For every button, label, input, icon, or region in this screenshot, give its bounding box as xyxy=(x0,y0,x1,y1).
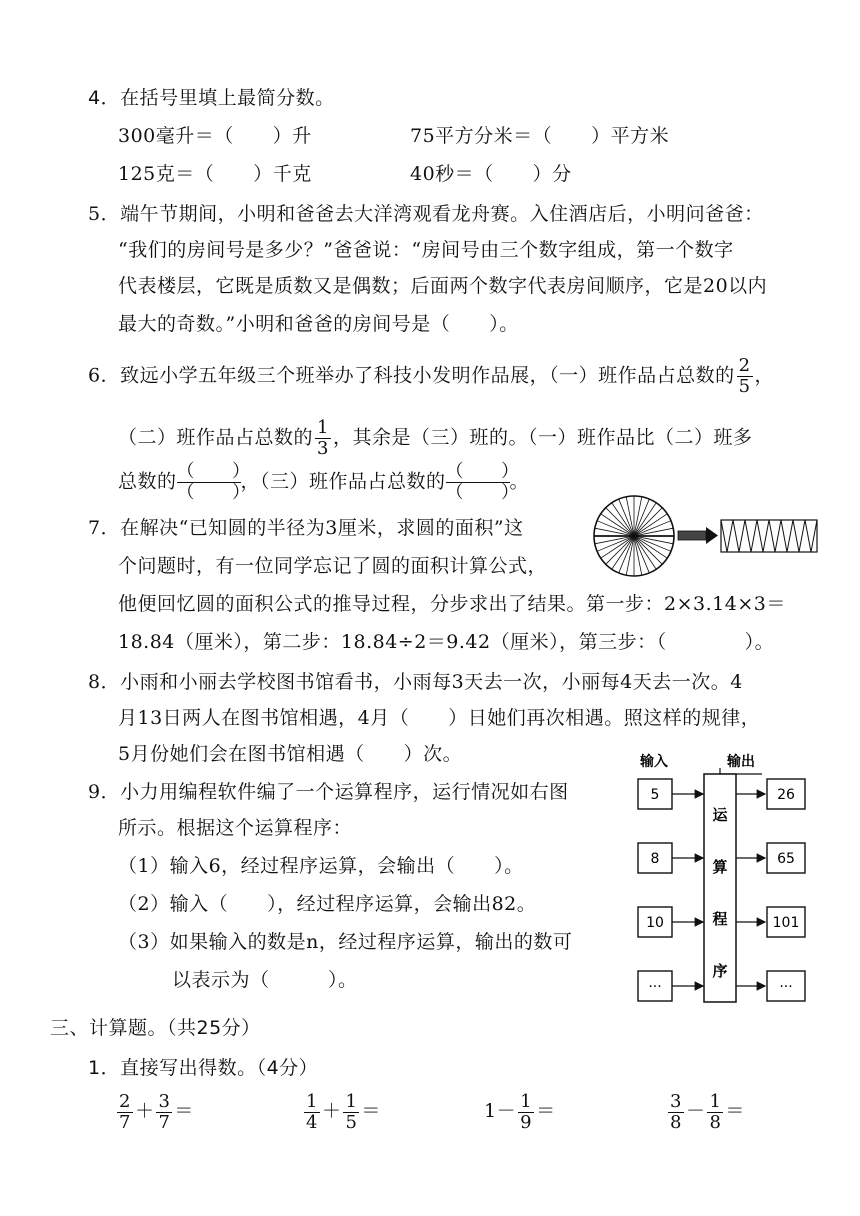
divided-circle xyxy=(594,496,674,576)
calc-item-1 xyxy=(115,1086,194,1136)
q6-fraction-one xyxy=(737,356,753,397)
calc-4-b-den: 8 xyxy=(709,1111,722,1133)
calc-2-a-num: 1 xyxy=(306,1090,318,1112)
q6-frac2-numerator: 1 xyxy=(317,417,329,438)
q9-sub-1: （1）输入6，经过程序运算，会输出（ ）。 xyxy=(118,855,524,877)
q8-line-2: 月13日两人在图书馆相遇，4月（ ）日她们再次相遇。照这样的规律， xyxy=(118,707,761,729)
calc-4-frac-b xyxy=(707,1092,723,1133)
q8-line-1: 8．小雨和小丽去学校图书馆看书，小雨每3天去一次，小丽每4天去一次。4 xyxy=(88,671,743,693)
flow-output-value: ··· xyxy=(779,979,793,995)
q6-frac2-denominator: 3 xyxy=(317,438,329,459)
q6-blank-fraction-2 xyxy=(445,461,520,503)
q6-line-2b: ，其余是（三）班的。（一）班作品比（二）班多 xyxy=(332,426,753,449)
q6-line-1-text: 6．致远小学五年级三个班举办了科技小发明作品展，（一）班作品占总数的 xyxy=(88,364,735,387)
q8-line-3: 5月份她们会在图书馆相遇（ ）次。 xyxy=(118,743,463,765)
calc-1-op: ＋ xyxy=(134,1100,155,1122)
q6-blank-2-numerator: （ ） xyxy=(445,461,520,482)
calc-2-op: ＋ xyxy=(321,1100,342,1122)
q9-sub-3a: （3）如果输入的数是n，经过程序运算，输出的数可 xyxy=(118,931,573,953)
q6-line-3 xyxy=(118,462,529,503)
flow-input-value: ··· xyxy=(648,979,662,995)
q6-fraction-two xyxy=(315,418,331,459)
flow-output-value: 65 xyxy=(777,851,795,867)
calc-2-b-num: 1 xyxy=(345,1090,358,1112)
calc-4-op: － xyxy=(685,1100,706,1122)
q6-comma: ， xyxy=(754,364,775,387)
calc-3-eq: ＝ xyxy=(536,1100,556,1122)
q6-blank-1-denominator: （ ） xyxy=(176,482,251,503)
q4-item-c: 125克＝（ ）千克 xyxy=(118,163,312,185)
program-flow-diagram xyxy=(632,750,812,1010)
q4-title: 4．在括号里填上最简分数。 xyxy=(88,87,335,109)
calc-3-whole: 1 xyxy=(484,1100,497,1122)
q6-blank-fraction-1 xyxy=(176,461,251,503)
q7-line-4: 18.84（厘米），第二步：18.84÷2＝9.42（厘米），第三步：（ ）。 xyxy=(118,631,775,653)
q6-line-3a: 总数的 xyxy=(118,470,177,493)
calc-1-frac-a xyxy=(117,1092,133,1133)
calc-1-b-den: 7 xyxy=(158,1111,171,1133)
q6-end: 。 xyxy=(509,470,530,493)
calc-item-4 xyxy=(666,1086,745,1136)
calc-1-eq: ＝ xyxy=(174,1100,194,1122)
calc-1-b-num: 3 xyxy=(158,1090,171,1112)
calc-1-frac-b xyxy=(156,1092,172,1133)
calc-4-b-num: 1 xyxy=(709,1090,722,1112)
calc-4-a-num: 3 xyxy=(670,1090,682,1112)
calc-4-a-den: 8 xyxy=(670,1111,682,1133)
calc-4-eq: ＝ xyxy=(725,1100,745,1122)
q4-item-a: 300毫升＝（ ）升 xyxy=(118,125,312,147)
q5-line-1: 5．端午节期间，小明和爸爸去大洋湾观看龙舟赛。入住酒店后，小明问爸爸： xyxy=(88,203,764,225)
calc-item-3 xyxy=(484,1086,556,1136)
flow-input-value: 5 xyxy=(650,787,660,803)
program-char-1: 运 xyxy=(712,806,728,824)
q6-blank-1-numerator: （ ） xyxy=(176,461,251,482)
q6-line-1 xyxy=(88,356,774,397)
calc-2-a-den: 4 xyxy=(306,1111,318,1133)
q6-line-3b: ，（三）班作品占总数的 xyxy=(240,470,446,493)
program-char-2: 算 xyxy=(712,858,728,876)
q6-line-2a: （二）班作品占总数的 xyxy=(118,426,314,449)
q9-line-2: 所示。根据这个运算程序： xyxy=(118,817,353,839)
q6-line-2 xyxy=(118,418,752,459)
flow-input-value: 10 xyxy=(646,915,664,931)
q9-sub-2: （2）输入（ ），经过程序运算，会输出82。 xyxy=(118,893,537,915)
calc-3-op: － xyxy=(496,1100,517,1122)
calc-item-2 xyxy=(302,1086,381,1136)
flow-input-label: 输入 xyxy=(640,754,668,770)
q6-frac1-numerator: 2 xyxy=(738,355,751,376)
calc-3-b-den: 9 xyxy=(520,1111,533,1133)
calc-2-frac-a xyxy=(304,1092,320,1133)
calc-2-eq: ＝ xyxy=(361,1100,381,1122)
program-char-4: 序 xyxy=(712,962,728,980)
circle-area-derivation-figure xyxy=(592,494,822,582)
calc-3-b-num: 1 xyxy=(520,1090,533,1112)
flow-input-value: 8 xyxy=(650,851,660,867)
calc-1-a-den: 7 xyxy=(119,1111,131,1133)
transform-arrow xyxy=(678,527,718,544)
q7-line-1: 7．在解决“已知圆的半径为3厘米，求圆的面积”这 xyxy=(88,517,524,539)
q9-sub-3b: 以表示为（ ）。 xyxy=(172,969,358,991)
flow-output-value: 26 xyxy=(777,787,795,803)
q5-line-2: “我们的房间号是多少？”爸爸说：“房间号由三个数字组成，第一个数字 xyxy=(118,239,734,261)
rearranged-shape xyxy=(721,520,817,552)
section-3-title: 三、计算题。（共25分） xyxy=(50,1017,261,1039)
calc-4-frac-a xyxy=(668,1092,684,1133)
q7-line-3: 他便回忆圆的面积公式的推导过程，分步求出了结果。第一步：2×3.14×3＝ xyxy=(118,593,786,615)
calc-2-b-den: 5 xyxy=(345,1111,358,1133)
flow-output-value: 101 xyxy=(772,915,800,931)
q9-line-1: 9．小力用编程软件编了一个运算程序，运行情况如右图 xyxy=(88,781,569,803)
q6-frac1-denominator: 5 xyxy=(738,376,751,397)
calc-2-frac-b xyxy=(343,1092,359,1133)
program-char-3: 程 xyxy=(712,910,728,928)
q4-item-d: 40秒＝（ ）分 xyxy=(410,163,572,185)
calc-1-a-num: 2 xyxy=(119,1090,131,1112)
q5-line-3: 代表楼层，它既是质数又是偶数；后面两个数字代表房间顺序，它是20以内 xyxy=(118,275,768,297)
q4-item-b: 75平方分米＝（ ）平方米 xyxy=(410,125,670,147)
q5-line-4: 最大的奇数。”小明和爸爸的房间号是（ ）。 xyxy=(118,313,519,335)
q6-blank-2-denominator: （ ） xyxy=(445,482,520,503)
flow-output-label: 输出 xyxy=(727,754,755,770)
calc-3-frac-b xyxy=(518,1092,534,1133)
calc-q1-title: 1．直接写出得数。（4分） xyxy=(88,1057,319,1079)
q7-line-2: 个问题时，有一位同学忘记了圆的面积计算公式， xyxy=(118,555,548,577)
